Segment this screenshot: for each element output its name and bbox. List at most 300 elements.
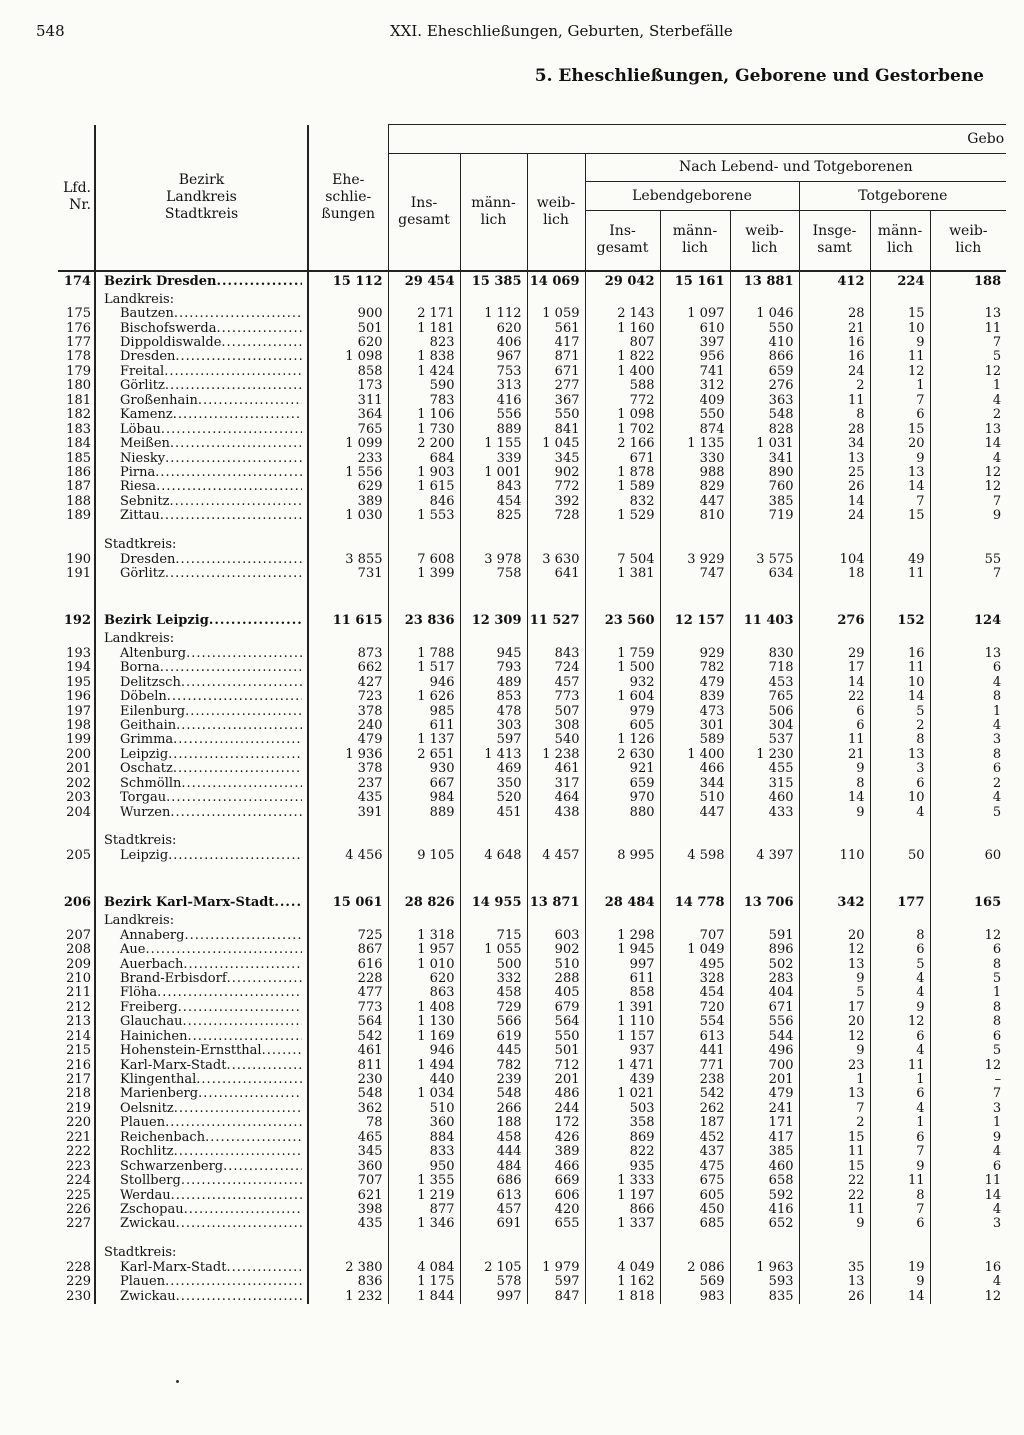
value-cell: 1 517 [388,661,460,675]
value-cell: 13 871 [527,892,585,914]
empty-cell [58,581,95,595]
table-row [58,1015,1006,1029]
value-cell: 613 [660,1030,730,1044]
chapter-heading: XXI. Eheschließungen, Geburten, Sterbefälle [390,22,733,40]
value-cell: 880 [585,805,660,819]
row-name [95,675,308,689]
empty-cell [388,820,460,834]
value-cell: 4 [992,790,1002,806]
empty-cell [870,596,930,610]
value-cell: 12 [984,1058,1002,1073]
empty-cell [585,878,660,892]
value-cell: 655 [527,1217,585,1231]
value-cell: 313 [460,379,527,393]
table-row [58,690,1006,704]
value-cell: 700 [730,1058,799,1072]
row-number: 174 [58,271,95,293]
row-number: 180 [58,379,95,393]
col-lebend-weiblich: weib- lich [730,211,799,271]
value-cell: 833 [388,1145,460,1159]
value-cell: 835 [730,1289,799,1303]
value-cell: 7 [799,1102,870,1116]
value-cell: 606 [527,1188,585,1202]
row-number: 192 [58,610,95,632]
table-row [58,675,1006,689]
value-cell: 830 [730,647,799,661]
value-cell: 445 [460,1044,527,1058]
value-cell: 1 175 [388,1275,460,1289]
value-cell: 4 [992,1145,1002,1160]
value-cell: 760 [730,480,799,494]
value-cell: 983 [660,1289,730,1303]
value-cell: 2 [870,719,930,733]
value-cell: 542 [308,1030,388,1044]
value-cell: 921 [585,762,660,776]
empty-cell [527,820,585,834]
value-cell: 1 936 [308,748,388,762]
table-row [58,777,1006,791]
value-cell: 9 [870,451,930,465]
value-cell: 496 [730,1044,799,1058]
row-number: 211 [58,986,95,1000]
value-cell: 501 [527,1044,585,1058]
value-cell: 4 [870,805,930,819]
table-row [58,748,1006,762]
row-number [58,914,95,928]
row-name-text: Meißen [120,436,170,452]
table-row [58,509,1006,523]
value-cell: 240 [308,719,388,733]
value-cell: 317 [527,777,585,791]
value-cell: 404 [730,986,799,1000]
row-number: 186 [58,466,95,480]
value-cell: 6 [870,1131,930,1145]
value-cell: 2 630 [585,748,660,762]
value-cell: 866 [730,350,799,364]
value-cell: 956 [660,350,730,364]
row-number: 176 [58,321,95,335]
row-name [95,690,308,704]
row-number: 229 [58,1275,95,1289]
value-cell: 3 575 [730,552,799,566]
value-cell: 454 [460,495,527,509]
empty-cell [660,878,730,892]
empty-cell [585,293,660,307]
empty-cell [870,293,930,307]
leader-dots [184,929,302,943]
row-name-text: Stollberg [120,1173,181,1189]
empty-cell [930,524,1006,538]
leader-dots [165,1116,302,1130]
value-cell: 548 [460,1087,527,1101]
leader-dots [176,1217,302,1231]
value-cell: 593 [730,1275,799,1289]
value-cell: 460 [730,791,799,805]
value-cell: 1 238 [527,748,585,762]
spacer-row [58,1232,1006,1246]
row-name-text: Leipzig [120,848,169,863]
leader-dots [145,943,302,957]
value-cell: 9 [870,1159,930,1173]
value-cell: 671 [730,1001,799,1015]
empty-cell [460,1232,527,1246]
row-name [95,567,308,581]
empty-cell [388,538,460,552]
col-lebendgeborene: Lebendgeborene [585,182,799,211]
table-row [58,1058,1006,1072]
leader-dots [164,365,302,379]
empty-cell [930,878,1006,892]
value-cell: 6 [992,942,1002,958]
value-cell: 1 157 [585,1030,660,1044]
row-number: 187 [58,480,95,494]
value-cell: 1 399 [388,567,460,581]
value-cell: 782 [660,661,730,675]
value-cell: 13 [870,466,930,480]
value-cell: 866 [585,1203,660,1217]
empty-cell [527,632,585,646]
value-cell: 13 [984,422,1002,437]
empty-cell [460,293,527,307]
value-cell: 679 [527,1001,585,1015]
empty-cell [660,863,730,877]
value-cell: 172 [527,1116,585,1130]
value-cell: 877 [388,1203,460,1217]
empty-cell [95,878,308,892]
row-number: 213 [58,1015,95,1029]
value-cell: 997 [585,957,660,971]
col-landkreis: Landkreis [166,188,237,205]
value-cell: 188 [973,274,1002,289]
value-cell: 22 [799,690,870,704]
empty-cell [460,820,527,834]
value-cell: 4 [870,1044,930,1058]
value-cell: 201 [730,1073,799,1087]
col-totgeborene: Totgeborene [799,182,1006,211]
value-cell: 2 [992,776,1002,791]
empty-cell [930,834,1006,848]
empty-cell [660,632,730,646]
group-label-row [58,1246,1006,1260]
table-row [58,1275,1006,1289]
row-name-text: Kamenz [120,408,173,423]
value-cell: 438 [527,805,585,819]
empty-cell [930,1246,1006,1260]
value-cell: 8 [870,1188,930,1202]
value-cell: 461 [527,762,585,776]
value-cell: 489 [460,675,527,689]
leader-dots [262,1044,302,1058]
row-number: 196 [58,690,95,704]
value-cell: 12 [799,943,870,957]
value-cell: 1 298 [585,928,660,942]
row-number [58,538,95,552]
empty-cell [460,538,527,552]
value-cell: 14 [984,1188,1002,1203]
row-number: 203 [58,791,95,805]
row-name-text: Altenburg [120,646,187,661]
row-name [95,777,308,791]
value-cell: 1 355 [388,1174,460,1188]
value-cell: 2 166 [585,437,660,451]
row-name-text: Wurzen [120,805,171,820]
value-cell: 455 [730,762,799,776]
leader-dots [174,1145,302,1159]
value-cell: 1 098 [308,350,388,364]
value-cell: 479 [730,1087,799,1101]
value-cell: 597 [460,733,527,747]
value-cell: 858 [585,986,660,1000]
value-cell: 707 [660,928,730,942]
empty-cell [870,820,930,834]
row-name-text: Riesa [120,480,157,495]
row-name-text: Karl-Marx-Stadt [120,1058,227,1073]
table-row [58,1159,1006,1173]
empty-cell [730,596,799,610]
empty-cell [308,538,388,552]
empty-cell [930,820,1006,834]
row-name [95,1188,308,1202]
row-name [95,805,308,819]
row-name-text: Borna [120,661,160,676]
row-number: 195 [58,675,95,689]
value-cell: 12 [984,1289,1002,1304]
col-nach-lebend-tot: Nach Lebend- und Totgeborenen [585,154,1006,182]
table-row [58,928,1006,942]
leader-dots [174,307,302,321]
leader-dots [173,733,302,747]
row-name-text: Zwickau [120,1217,176,1232]
row-name-text: Auerbach [120,957,184,972]
value-cell: 201 [527,1073,585,1087]
row-name-text: Leipzig [120,747,169,762]
bezirk-row [58,271,1006,293]
leader-dots [188,1030,303,1044]
value-cell: – [994,1072,1002,1088]
value-cell: 634 [730,567,799,581]
table-row [58,719,1006,733]
value-cell: 24 [799,509,870,523]
value-cell: 10 [870,791,930,805]
value-cell: 783 [388,394,460,408]
value-cell: 758 [460,567,527,581]
empty-cell [388,293,460,307]
value-cell: 684 [388,451,460,465]
leader-dots [175,350,302,364]
table-title: 5. Eheschließungen, Geborene und Gestorbene [534,66,984,86]
empty-cell [585,632,660,646]
value-cell: 4 [870,986,930,1000]
row-number: 191 [58,567,95,581]
value-cell: 406 [460,336,527,350]
empty-cell [308,834,388,848]
row-number: 185 [58,451,95,465]
empty-cell [58,878,95,892]
value-cell: 262 [660,1102,730,1116]
empty-cell [388,596,460,610]
value-cell: 5 [870,957,930,971]
table-row [58,1102,1006,1116]
value-cell: 1 381 [585,567,660,581]
row-name [95,661,308,675]
value-cell: 452 [660,1131,730,1145]
value-cell: 4 397 [730,849,799,863]
value-cell: 4 648 [460,849,527,863]
table-row [58,647,1006,661]
value-cell: 9 [870,1001,930,1015]
leader-dots [198,394,302,408]
value-cell: 50 [870,849,930,863]
value-cell: 807 [585,336,660,350]
row-name [95,1058,308,1072]
row-name [95,1289,308,1303]
value-cell: 26 [799,480,870,494]
row-name [95,365,308,379]
value-cell: 13 [984,306,1002,322]
empty-cell [660,538,730,552]
bezirk-row [58,892,1006,914]
table-row [58,943,1006,957]
value-cell: 457 [460,1203,527,1217]
value-cell: 495 [660,957,730,971]
value-cell: 1 112 [460,307,527,321]
empty-cell [799,820,870,834]
empty-cell [308,581,388,595]
row-name-text: Grimma [120,733,174,748]
empty-cell [460,863,527,877]
leader-dots [178,1001,302,1015]
leader-dots [185,705,302,719]
value-cell: 1 626 [388,690,460,704]
leader-dots [175,553,302,567]
value-cell: 4 [870,972,930,986]
value-cell: 569 [660,1275,730,1289]
value-cell: 15 385 [460,271,527,293]
row-name [95,552,308,566]
col-weiblich: weib- lich [527,154,585,271]
leader-dots [174,1102,302,1116]
col-maennlich: männ- lich [460,154,527,271]
value-cell: 578 [460,1275,527,1289]
value-cell: 312 [660,379,730,393]
value-cell: 507 [527,704,585,718]
value-cell: 782 [460,1058,527,1072]
value-cell: 15 [799,1159,870,1173]
value-cell: 8 [799,408,870,422]
value-cell: 7 [992,494,1002,509]
empty-cell [308,596,388,610]
leader-dots [165,379,302,393]
value-cell: 165 [973,895,1002,910]
empty-cell [308,863,388,877]
row-name-text: Glauchau [120,1015,183,1030]
empty-cell [870,581,930,595]
table-row [58,365,1006,379]
value-cell: 21 [799,748,870,762]
value-cell: 5 [992,805,1002,820]
empty-cell [58,524,95,538]
row-name-text: Plauen [120,1274,166,1290]
value-cell: 465 [308,1131,388,1145]
value-cell: 2 143 [585,307,660,321]
value-cell: 839 [660,690,730,704]
value-cell: 605 [660,1188,730,1202]
leader-dots [171,1189,302,1203]
value-cell: 13 [984,646,1002,661]
value-cell: 729 [460,1001,527,1015]
value-cell: 2 171 [388,307,460,321]
value-cell: 4 [992,393,1002,408]
value-cell: 1 098 [585,408,660,422]
leader-dots [157,986,302,1000]
row-name-text: Freital [120,364,165,379]
row-name-text: Zittau [120,509,160,524]
leader-dots [182,1015,302,1029]
value-cell: 620 [460,321,527,335]
value-cell: 8 [992,1015,1002,1030]
value-cell: 4 457 [527,849,585,863]
empty-cell [58,596,95,610]
page-number: 548 [36,22,65,40]
empty-cell [460,596,527,610]
value-cell: 7 [870,394,930,408]
value-cell: 11 [799,394,870,408]
row-name [95,1001,308,1015]
empty-cell [660,581,730,595]
row-name-text: Brand-Erbisdorf [120,971,227,986]
value-cell: 6 [992,1159,1002,1174]
value-cell: 588 [585,379,660,393]
value-cell: 15 061 [308,892,388,914]
value-cell: 597 [527,1275,585,1289]
leader-dots [227,972,302,986]
value-cell: 1 [992,986,1002,1001]
value-cell: 500 [460,957,527,971]
value-cell: 985 [388,704,460,718]
value-cell: 14 778 [660,892,730,914]
value-cell: 937 [585,1044,660,1058]
value-cell: 564 [527,1015,585,1029]
value-cell: 723 [308,690,388,704]
leader-dots [176,719,302,733]
row-name [95,972,308,986]
value-cell: 728 [527,509,585,523]
row-name-text: Niesky [120,451,166,466]
row-number: 222 [58,1145,95,1159]
row-name-text: Delitzsch [120,675,181,690]
value-cell: 1 945 [585,943,660,957]
value-cell: 14 [799,791,870,805]
row-number: 227 [58,1217,95,1231]
value-cell: 1 137 [388,733,460,747]
row-name [95,1203,308,1217]
value-cell: 9 [799,762,870,776]
value-cell: 610 [660,321,730,335]
value-cell: 241 [730,1102,799,1116]
row-name [95,321,308,335]
value-cell: 276 [730,379,799,393]
value-cell: 3 630 [527,552,585,566]
value-cell: 719 [730,509,799,523]
value-cell: 5 [992,971,1002,986]
value-cell: 228 [308,972,388,986]
row-name [95,762,308,776]
table-row [58,1145,1006,1159]
empty-cell [660,293,730,307]
value-cell: 691 [460,1217,527,1231]
value-cell: 484 [460,1159,527,1173]
value-cell: 339 [460,451,527,465]
